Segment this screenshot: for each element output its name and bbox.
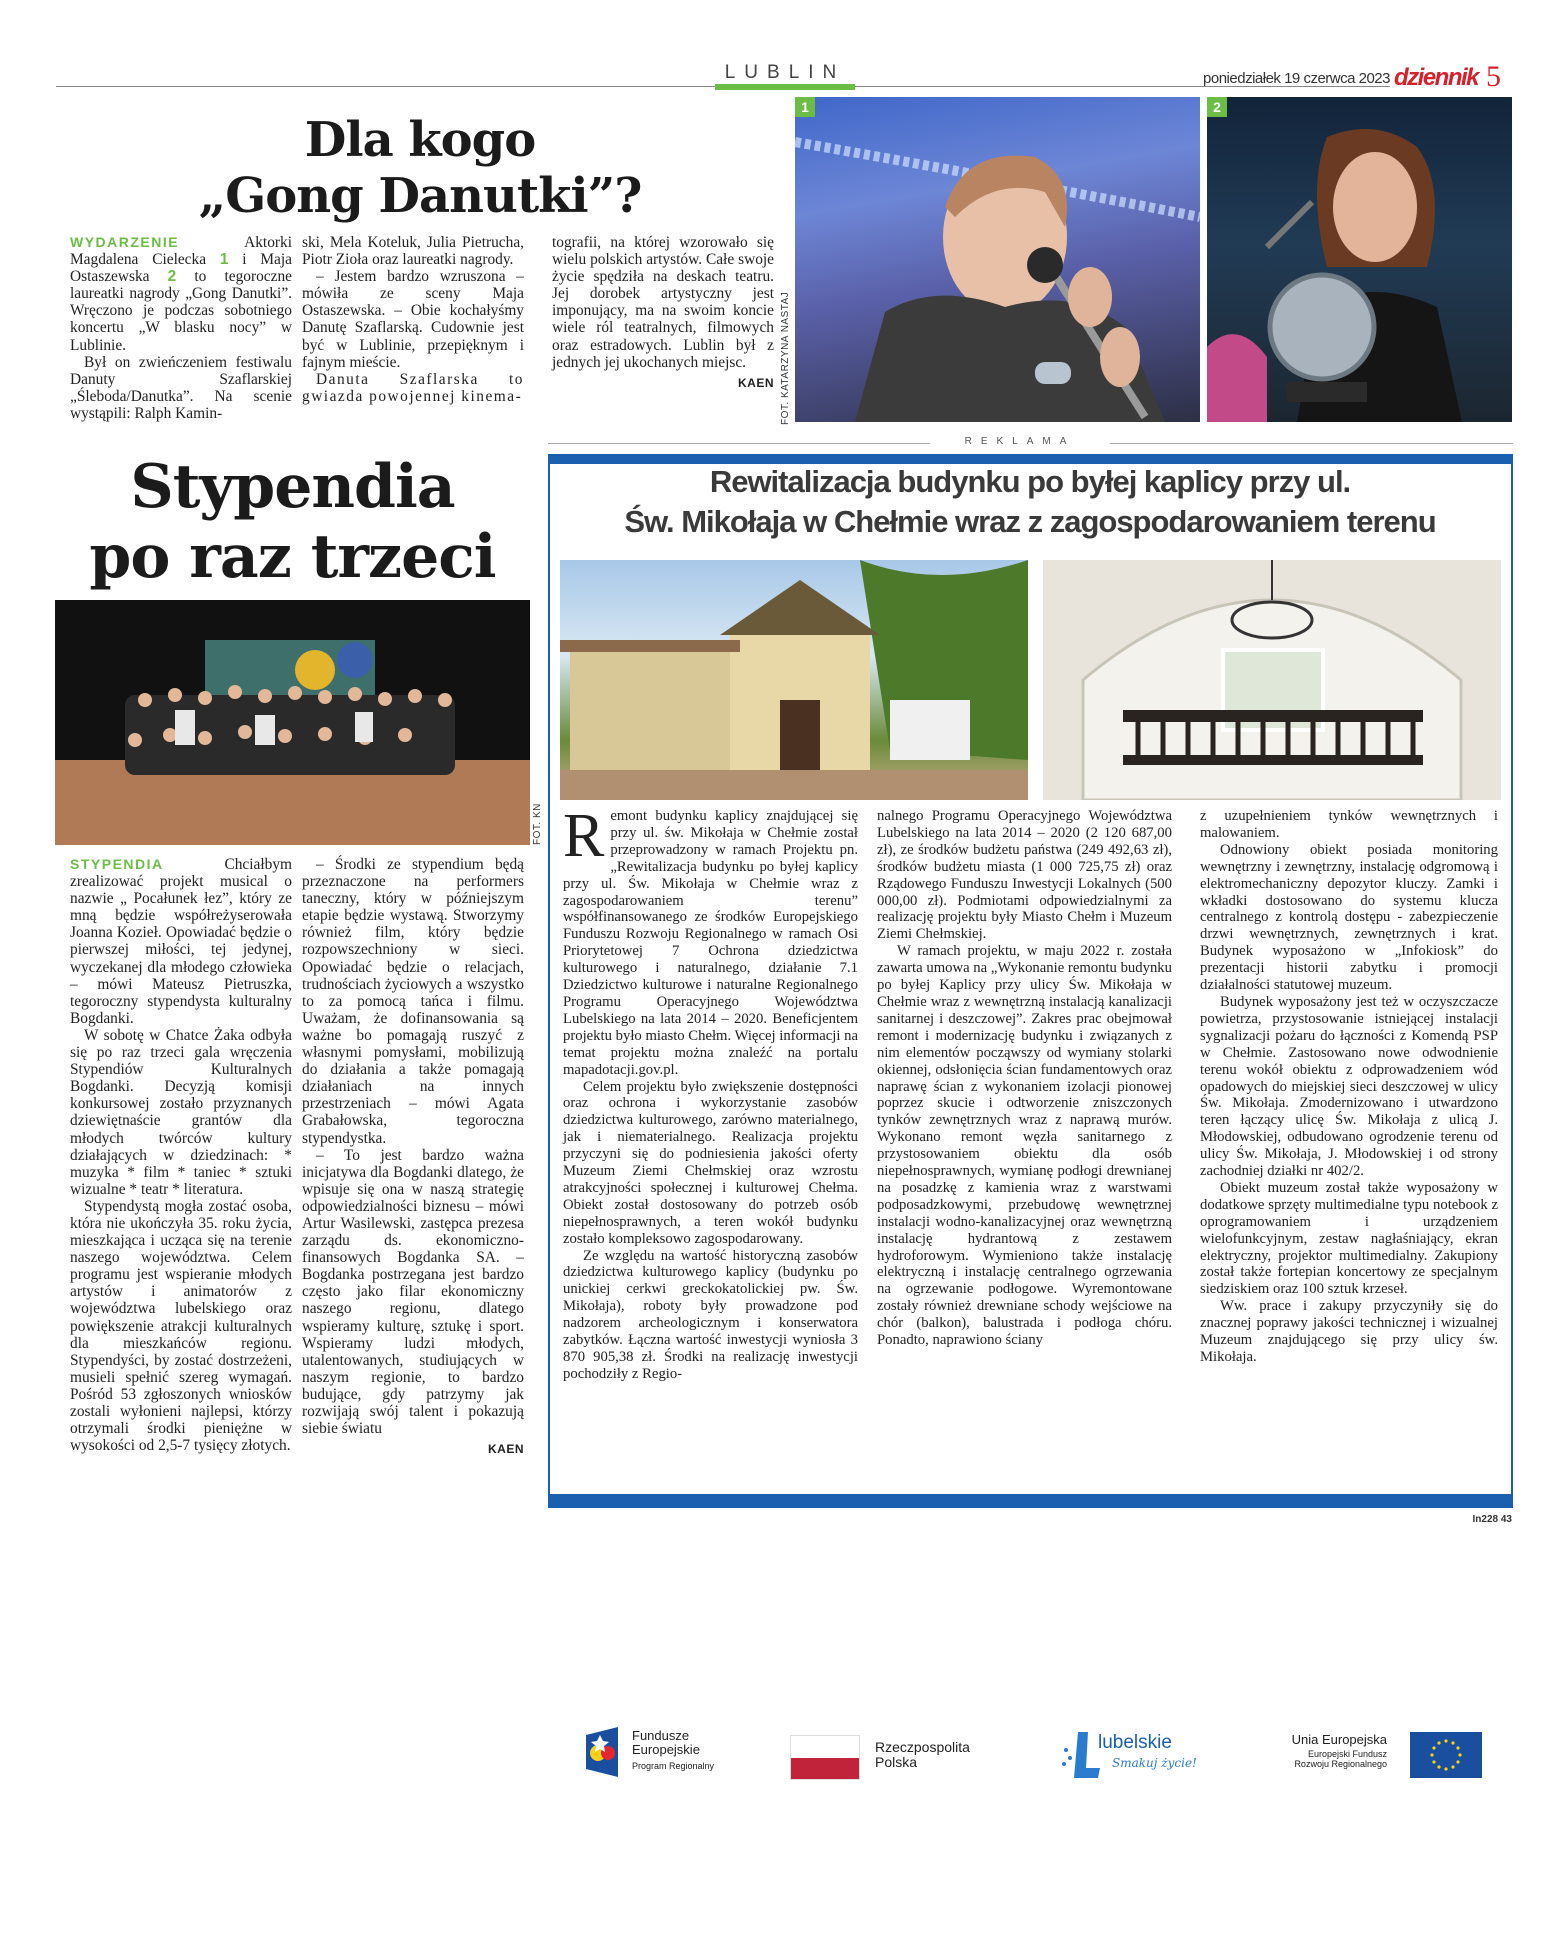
photo-badge-2: 2	[1207, 97, 1227, 117]
article1-column-3: tografii, na której wzorowało się wielu polskich artystów. Całe swoje życie spędziła na deskach teatru. Jej dorobek artystyczny jest imponujący, ma na swoim koncie wiele ról teatralnych, filmowych oraz estradowych. Lublin był z jednych jej ukochanych miejsc. KAEN	[552, 234, 774, 392]
singer-illustration	[795, 97, 1200, 422]
photo-singer-cielecka	[795, 97, 1200, 422]
article2-column-2: – Środki ze stypendium będą przeznaczone na performers taneczny, który w późniejszym etapie będzie wystawą. Stworzymy również film, który będzie rozpowszechniony w sieci. Opowiadać będzie o relacjach, trudnościach życiowych a wszystko to za pomocą tańca i filmu. Uważam, że dofinansowania są ważne bo pomagają ruszyć z własnymi pomysłami, mobilizują do działania a także pomagają działaniach na innych przestrzeniach – mówi Agata Grabałowska, tegoroczna stypendystka. – To jest bardzo ważna inicjatywa dla Bogdanki dlatego, że wpisuje się ona w naszą strategię odpowiedzialności biznesu – mówi Artur Wasilewski, zastępca prezesa zarządu ds. ekonomiczno-finansowych Bogdanka SA. – Bogdanka postrzegana jest bardzo często jako filar ekonomiczny naszego regionu, dlatego wspieramy kulturę, sztukę i sport. Wspieramy ludzi młodych, utalentowanych, studiujących w naszym regionie, to bardzo budujące, gdy patrzymy jak rozwijają swój talent i pokazują siebie światu KAEN	[302, 856, 524, 1458]
lead-label-2: STYPENDIA	[70, 856, 164, 872]
logo-rzeczpospolita-polska: Rzeczpospolita Polska	[790, 1735, 990, 1780]
lead-label: WYDARZENIE	[70, 234, 180, 250]
ad-code: In228 43	[1472, 1514, 1512, 1525]
photo-credit: FOT. KATARZYNA NASTAJ	[780, 291, 791, 425]
article2-column-1: STYPENDIA Chciałbym zrealizować projekt musical o nazwie „ Pocałunek łez”, który ze mną będzie współreżyserowała Joanna Kozieł. Opowiadać będzie o pierwszej miłości, tej jedynej, wyczekanej dla młodego człowieka – mówi Mateusz Pietruszka, tegoroczny stypendysta kulturalny Bogdanki. W sobotę w Chatce Żaka odbyła się po raz trzeci gala wręczenia Stypendiów Kulturalnych Bogdanki. Decyzją komisji konkursowej zostało przyznanych dziewiętnaście grantów dla młodych twórców kultury działających w dziedzinach: * muzyka * film * taniec * sztuki wizualne * teatr * literatura. Stypendystą mogła zostać osoba, która nie ukończyła 35. roku życia, mieszkająca i ucząca się na terenie naszego województwa. Celem programu jest wspieranie młodych artystów i animatorów z województwa lubelskiego oraz powiększenie atrakcji kulturalnych dla mieszkańców regionu. Stypendyści, by zostać dostrzeżeni, musieli spełnić szereg wymagań. Pośród 53 zgłoszonych wniosków zostali wyłonieni najlepsi, którzy otrzymali środki pieniężne w wysokości od 2,5-7 tysięcy złotych.	[70, 856, 292, 1455]
photo-badge-1: 1	[795, 97, 815, 117]
section-underline	[715, 84, 855, 90]
photo-chapel-interior	[1043, 560, 1501, 800]
photo-credit-2: FOT. KN	[532, 803, 543, 845]
article1-headline: Dla kogo „Gong Danutki”?	[198, 112, 642, 224]
advert-headline: Rewitalizacja budynku po byłej kaplicy przy ul. Św. Mikołaja w Chełmie wraz z zagospodarowaniem terenu	[624, 464, 1436, 539]
logo-fundusze-europejskie: Fundusze Europejskie Program Regionalny	[586, 1727, 816, 1777]
article1-column-2: ski, Mela Koteluk, Julia Pietrucha, Piotr Zioła oraz laureatki nagrody. – Jestem bardzo wzruszona – mówiła ze sceny Maja Ostaszewska. – Obie kochałyśmy Danutę Szaflarską. Cudownie jest być w Lublinie, przepięknym i fajnym mieście. Danuta Szaflarska to gwiazda powojennej kinema-	[302, 234, 524, 405]
advert-label: REKLAMA	[930, 436, 1110, 447]
eu-flag-icon	[1410, 1732, 1482, 1778]
polish-flag-icon	[790, 1735, 860, 1780]
newspaper-logo: dziennik	[1394, 64, 1479, 91]
author-signature: KAEN	[737, 375, 774, 390]
logo-lubelskie: lubelskie Smakuj życie!	[1060, 1730, 1210, 1780]
section-title: LUBLIN	[724, 62, 846, 83]
drop-cap: R	[563, 802, 605, 870]
gala-group-illustration	[55, 600, 530, 845]
advert-column-2: nalnego Programu Operacyjnego Województwa Lubelskiego na lata 2014 – 2020 (2 120 687,00 zł), ze środków budżetu państwa (249 492,63 zł), środków budżetu miasta (1 000 725,75 zł) oraz Rządowego Funduszu Inwestycji Lokalnych (500 000,00 zł). Podmiotami odpowiedzialnymi za realizację projektu były Miasto Chełm i Muzeum Ziemi Chełmskiej. W ramach projektu, w maju 2022 r. została zawarta umowa na „Wykonanie remontu budynku po byłej Kaplicy przy ulicy Św. Mikołaja w Chełmie wraz z wewnętrzną instalacją kanalizacji sanitarnej i deszczowej”. Zakres prac obejmował remont i modernizację budynku i związanych z nim elementów począwszy od wymiany stolarki okiennej, odsłonięcia ścian fundamentowych oraz naprawę ścian z wykonaniem izolacji pionowej poprzez skucie i odtworzenie zniszczonych tynków zewnętrznych wraz z naprawą murów. Wykonano remont węzła sanitarnego z przystosowaniem obiektu dla osób niepełnosprawnych, wymianę podłogi drewnianej na posadzkę z kamienia wraz z warstwami podposadzkowymi, przebudowę wewnętrznej instalacji wodno-kanalizacyjnej oraz wewnętrzną instalację hydrantową z zestawem hydroforowym. Wymieniono także instalację elektryczną i instalację centralnego ogrzewania na ogrzewanie podłogowe. Wyremontowane zostały również drewniane schody wejściowe na chór (balkon), balustrada i podłoga chóru. Ponadto, naprawiono ściany	[877, 808, 1172, 1349]
lubelskie-icon	[1060, 1730, 1100, 1778]
chapel-illustration	[560, 560, 1028, 800]
advert-column-3: z uzupełnieniem tynków wewnętrznych i malowaniem. Odnowiony obiekt posiada monitoring wewnętrzny i zewnętrzny, instalację odgromową i elektromechaniczny depozytor kluczy. Zamki i wkładki dostosowano do systemu klucza centralnego z kontrolą dostępu - zabezpieczenie drzwi wewnętrznych, zewnętrznych i krat. Budynek wyposażono w „Infokiosk” do prezentacji historii zabytku i promocji działalności statutowej muzeum. Budynek wyposażony jest też w oczyszczacze powietrza, przystosowanie istniejącej instalacji sygnalizacji pożaru do łączności z Komendą PSP w Chełmie. Zastosowano nowe odwodnienie terenu wokół obiektu z odprowadzeniem wód opadowych do miejskiej sieci deszczowej w ulicy Św. Mikołaja. Zmodernizowano i utwardzono teren łączący ulicę Św. Mikołaja z ulicą J. Młodowskiej, odbudowano ogrodzenie terenu od ulicy Św. Mikołaja, J. Młodowskiej i od strony zachodniej działki nr 402/2. Obiekt muzeum został także wyposażony w dodatkowe sprzęty multimedialne typu notebook z oprogramowaniem i urządzeniem wielofunkcyjnym, zestaw nagłaśniający, ekran elektryczny, projektor multimedialny. Zakupiony został także fortepian koncertowy ze specjalnym siedziskiem oraz 100 sztuk krzeseł. Ww. prace i zakupy przyczyniły się do znacznej poprawy jakości technicznej i wizualnej Muzeum znajdującego się przy ulicy św. Mikołaja.	[1200, 808, 1498, 1365]
logo-unia-europejska: Unia Europejska Europejski Fundusz Rozwoju Regionalnego	[1262, 1732, 1482, 1782]
award-illustration	[1207, 97, 1512, 422]
advert-column-1: Remont budynku kaplicy znajdującej się przy ul. św. Mikołaja w Chełmie został przeprowadzony w ramach Projektu pn. „Rewitalizacja budynku po byłej kaplicy przy ul. Św. Mikołaja w Chełmie wraz z zagospodarowaniem terenu” współfinansowanego ze środków Europejskiego Funduszu Rozwoju Regionalnego w ramach Osi Priorytetowej 7 Ochrona dziedzictwa kulturowego i naturalnego, działanie 7.1 Dziedzictwo kulturowe i naturalne Regionalnego Programu Operacyjnego Województwa Lubelskiego na lata 2014 – 2020. Beneficjentem projektu było miasto Chełm. Więcej informacji na temat projektu można znaleźć na portalu mapadotacji.gov.pl. Celem projektu było zwiększenie dostępności oraz ochrona i wykorzystanie zasobów dziedzictwa kulturowego, zarówno materialnego, jak i niematerialnego. Realizacja projektu przyczyni się do podniesienia jakości oferty Muzeum Ziemi Chełmskiej oraz wzrostu atrakcyjności społecznej i kulturowej Chełma. Obiekt został dostosowany do potrzeb osób niepełnosprawnych, a teren wokół budynku zostało kompleksowo zagospodarowany. Ze względu na wartość historyczną zasobów dziedzictwa kulturowego kaplicy (budynku po unickiej cerkwi greckokatolickiej pw. Św. Mikołaja), roboty były prowadzone pod nadzorem archeologicznym i konserwatora zabytków. Łączna wartość inwestycji wyniosła 3 870 905,38 zł. Środki na realizację inwestycji pochodziły z Regio-	[563, 802, 858, 1382]
article1-column-1: WYDARZENIE Aktorki Magdalena Cielecka 1 i Maja Ostaszewska 2 to tegoroczne laureatki nagrody „Gong Danutki”. Wręczono je podczas sobotniego koncertu „W blasku nocy” w Lublinie. Był on zwieńczeniem festiwalu Danuty Szaflarskiej „Śleboda/Danutka”. Na scenie wystąpili: Ralph Kamin-	[70, 234, 292, 422]
article2-headline: Stypendia po raz trzeci	[89, 452, 496, 592]
photo-scholarship-gala	[55, 600, 530, 845]
page-number: 5	[1486, 60, 1501, 93]
issue-date: poniedziałek 19 czerwca 2023	[1203, 70, 1390, 87]
photo-ref-1: 1	[219, 251, 229, 269]
photo-ref-2: 2	[167, 268, 177, 286]
author-signature-2: KAEN	[487, 1442, 524, 1457]
photo-chapel-exterior	[560, 560, 1028, 800]
chapel-interior-illustration	[1043, 560, 1501, 800]
fe-icon	[586, 1727, 626, 1777]
photo-ostaszewska-award	[1207, 97, 1512, 422]
